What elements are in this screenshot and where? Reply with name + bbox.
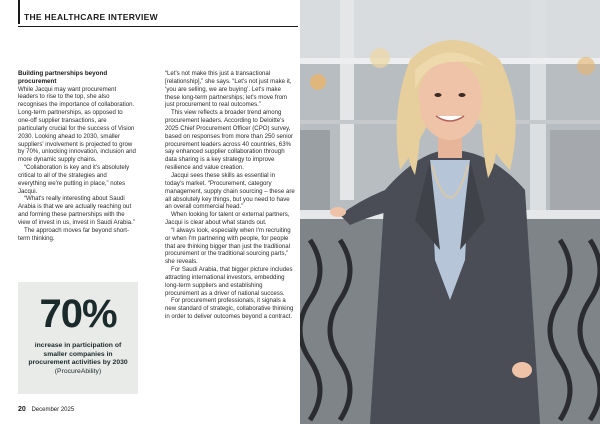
paragraph: When looking for talent or external partners, Jacqui is clear about what stands out. [165, 211, 290, 227]
paragraph: The approach moves far beyond short-term thinking. [18, 226, 130, 242]
background-shop [300, 130, 330, 220]
background-pillar [340, 0, 354, 200]
eye [459, 93, 466, 97]
stat-text: increase in participation of smaller companies in procurement activities by 2030 [28, 342, 128, 367]
paragraph: “Let's not make this just a transactional [relationship],” she says. “Let's not just make it, ‘you are selling, we are buying’. Let's make these long-term partnerships; let's move from just procurement to real outcomes.” [165, 70, 292, 109]
paragraph: While Jacqui may want procurement leaders to rise to the top, she also recognises the importance of collaboration. Long-term partnerships, as opposed to one-off supplier transactions, are particularly crucial for the success of Vision 2030. Looking ahead to 2030, smaller suppliers' involvement is projected to grow by 70%, unlocking innovation, inclusion and more dynamic supply chains. [18, 85, 136, 164]
stat-callout [18, 282, 138, 394]
portrait-illustration [300, 0, 600, 424]
paragraph: Jacqui sees these skills as essential in today's market. “Procurement, category management, supply chain sourcing – these are all absolutely key things, but you need to have an overall commercial head.” [165, 171, 295, 211]
left-column [18, 70, 136, 242]
background-pillar [530, 0, 546, 220]
header-rule [18, 0, 20, 24]
paragraph: “I always look, especially when I'm recruiting or when I'm partnering with people, for people that are thinking bigger than just the traditional procurement or the traditional sourcing parts,” she reveals. [165, 226, 291, 266]
page-number: 20 [18, 406, 26, 413]
hand [512, 362, 532, 378]
section-subhead: Building partnerships beyond procurement [18, 70, 108, 85]
paragraph: For procurement professionals, it signals a new standard of strategic, collaborative thinking in order to deliver outcomes beyond a contract. [165, 297, 294, 321]
paragraph: “What's really interesting about Saudi Arabia is that we are actually reaching out and forming these partnerships with the view of invest in us, invest in Saudi Arabia.” [18, 195, 135, 226]
paragraph: “Collaboration is key and it's absolutely critical to all of the strategies and everything we're putting in place,” notes Jacqui. [18, 164, 130, 195]
light-bokeh [370, 48, 390, 68]
page-footer [18, 406, 74, 413]
section-title: THE HEALTHCARE INTERVIEW [24, 12, 158, 22]
right-column [165, 70, 295, 321]
stat-description [26, 342, 130, 376]
eye [435, 93, 442, 97]
face [418, 60, 482, 140]
light-bokeh [310, 74, 326, 90]
stat-number: 70% [39, 292, 117, 336]
portrait-photo [300, 0, 600, 424]
stat-source: (ProcureAbility) [54, 367, 102, 375]
paragraph: For Saudi Arabia, that bigger picture includes attracting international investors, embedding long-term suppliers and establishing procurement as a driver of national success. [165, 266, 293, 297]
hand [330, 207, 346, 217]
issue-date: December 2025 [31, 407, 75, 413]
header-divider [18, 26, 298, 27]
paragraph: This view reflects a broader trend among procurement leaders. According to Deloitte's 2025 Chief Procurement Officer (CPO) survey, based on responses from more than 250 senior procurement leaders across 40 countries, 63% say enhanced supplier collaboration through data sharing is a key strategy to improve resilience and value creation. [165, 109, 294, 172]
light-bokeh [577, 57, 595, 75]
